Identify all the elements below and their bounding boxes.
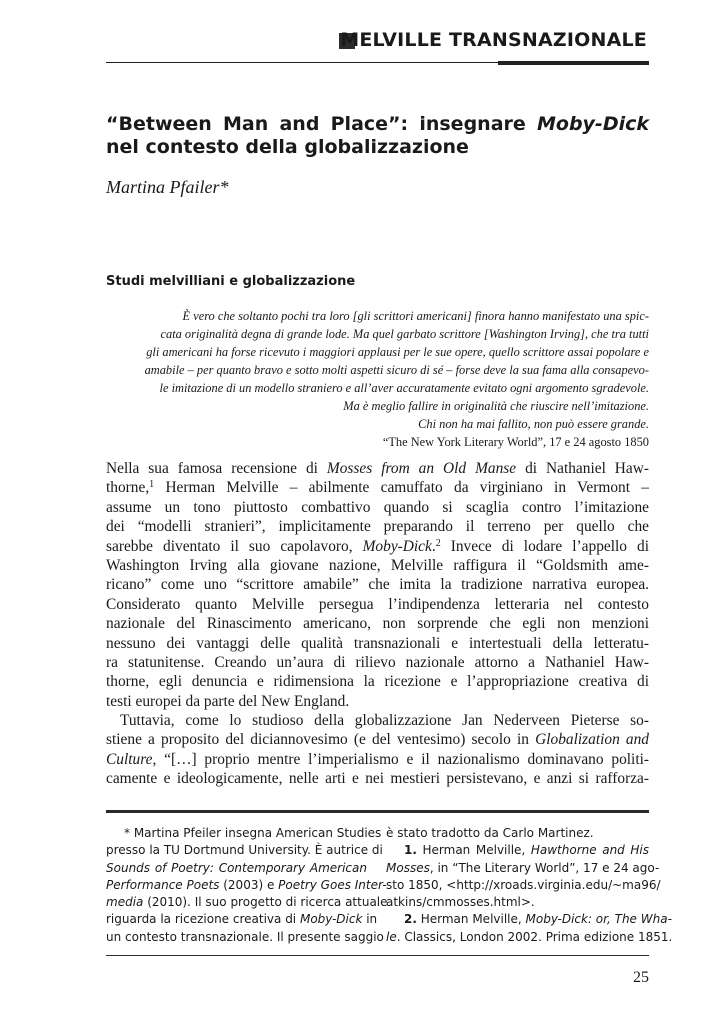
footnote-number: 1. xyxy=(404,843,417,858)
title-part-2: nel contesto della globalizzazione xyxy=(106,136,469,158)
running-head-title: MELVILLE TRANSNAZIONALE xyxy=(340,29,647,51)
footnotes-left-column xyxy=(106,825,388,946)
body-text xyxy=(106,459,649,789)
epigraph-line: Chi non ha mai fallito, non può essere grande. xyxy=(418,417,649,431)
body-line: thorne,$^1$ Herman Melville – abilmente camuffato da virginiano in Vermont – xyxy=(106,479,649,497)
epigraph-source: “The New York Literary World”, 17 e 24 agosto 1850 xyxy=(382,435,649,449)
body-line: nessuno dei vantaggi delle qualità transnazionali e intertestuali della letteratu- xyxy=(106,634,649,652)
bottom-rule xyxy=(106,955,649,956)
footnote-line: 2. Herman Melville, Moby-Dick: or, The Wha- xyxy=(404,912,672,927)
footnote-line: le. Classics, London 2002. Prima edizione 1851. xyxy=(386,929,673,944)
footnote-line: un contesto transnazionale. Il presente saggio xyxy=(106,929,384,944)
body-line: assume un tono piuttosto combattivo quando si scaglia contro l’imitazione xyxy=(106,498,649,516)
header-rule-accent xyxy=(498,61,649,65)
body-line: ra statunitense. Creando un’aura di rilievo nazionale attorno a Nathaniel Haw- xyxy=(106,653,649,671)
footnote-line: media (2010). Il suo progetto di ricerca attuale xyxy=(106,895,388,910)
body-line: Culture, “[…] proprio mentre l’imperialismo e il nazionalismo dominavano politi- xyxy=(106,750,649,768)
body-line: Considerato quanto Melville persegua l’indipendenza letteraria nel contesto xyxy=(106,595,649,613)
footnote-line: sto 1850, <http://xroads.virginia.edu/~ma96/ xyxy=(386,877,661,892)
footnote-line: * Martina Pfeiler insegna American Studies xyxy=(124,826,382,840)
running-head xyxy=(106,28,649,68)
body-line: dei “modelli stranieri”, implicitamente preparando il terreno per quello che xyxy=(106,518,649,536)
footnote-line: 1. Herman Melville, Hawthorne and His xyxy=(404,843,649,858)
epigraph-line: gli americani ha forse ricevuto i maggiori applausi per le sue opere, quello scrittore assai popolare e xyxy=(146,345,649,359)
footnote-ref: 1 xyxy=(149,479,155,491)
footnotes-right-column xyxy=(386,825,673,946)
epigraph-line: Ma è meglio fallire in originalità che riuscire nell’imitazione. xyxy=(343,399,649,413)
body-line: Nella sua famosa recensione di Mosses from an Old Manse di Nathaniel Haw- xyxy=(106,460,649,477)
footnote-ref: 2 xyxy=(435,537,441,549)
article-title xyxy=(106,113,649,159)
footnote-line: riguarda la ricezione creativa di Moby-Dick in xyxy=(106,912,378,927)
body-line: stiene a proposito del diciannovesimo (e del ventesimo) secolo in Globalization and xyxy=(106,731,650,749)
body-line: Washington Irving alla giovane nazione, Melville raffigura il “Goldsmith ame- xyxy=(106,556,649,574)
article-author: Martina Pfailer* xyxy=(106,177,229,197)
title-part-1: “Between Man and Place”: insegnare xyxy=(106,113,537,135)
epigraph-line: È vero che soltanto pochi tra loro [gli scrittori americani] finora hanno manifestato una spic- xyxy=(182,309,649,323)
footnote-rule xyxy=(106,810,649,813)
footnote-line: atkins/cmmosses.html>. xyxy=(386,895,535,910)
footnote-line: è stato tradotto da Carlo Martinez. xyxy=(386,826,594,840)
footnote-line: Performance Poets (2003) e Poetry Goes Inter- xyxy=(106,877,387,892)
body-line: nazionale del Rinascimento americano, non sorprende che egli non menzioni xyxy=(106,615,649,633)
epigraph-line: cata originalità degna di grande lode. Ma quel garbato scrittore [Washington Irving], che tra tutti xyxy=(160,327,649,341)
section-heading: Studi melvilliani e globalizzazione xyxy=(106,274,356,289)
body-line: thorne, egli denuncia e ridimensiona la ricezione e l’appropriazione creativa di xyxy=(106,673,649,691)
epigraph-line: le imitazione di un modello straniero e all’aver accuratamente evitato ogni argomento sgradevole. xyxy=(159,381,649,395)
footnote-line: Mosses, in “The Literary World”, 17 e 24 ago- xyxy=(386,860,660,875)
footnote-line: presso la TU Dortmund University. È autrice di xyxy=(106,843,383,858)
body-line: testi europei da parte del New England. xyxy=(106,692,350,710)
footnote-line: Sounds of Poetry: Contemporary American xyxy=(106,860,367,875)
epigraph xyxy=(140,307,649,451)
title-italic: Moby-Dick xyxy=(536,113,649,135)
page-number: 25 xyxy=(633,969,649,986)
footnote-number: 2. xyxy=(404,912,417,927)
body-line: sarebbe diventato il suo capolavoro, Moby-Dick.$^2$ Invece di lodare l’appello di xyxy=(106,537,649,555)
body-line: camente e ideologicamente, nelle arti e nei mestieri persistevano, e anzi si rafforza- xyxy=(106,770,649,788)
epigraph-line: amabile – per quanto bravo e sotto molti aspetti sicuro di sé – forse deve la sua fama alla consapevo- xyxy=(144,363,649,377)
body-line: ricano” come uno “scrittore amabile” che imita la tradizione narrativa europea. xyxy=(106,576,649,594)
body-line: Tuttavia, come lo studioso della globalizzazione Jan Nederveen Pieterse so- xyxy=(120,712,649,730)
